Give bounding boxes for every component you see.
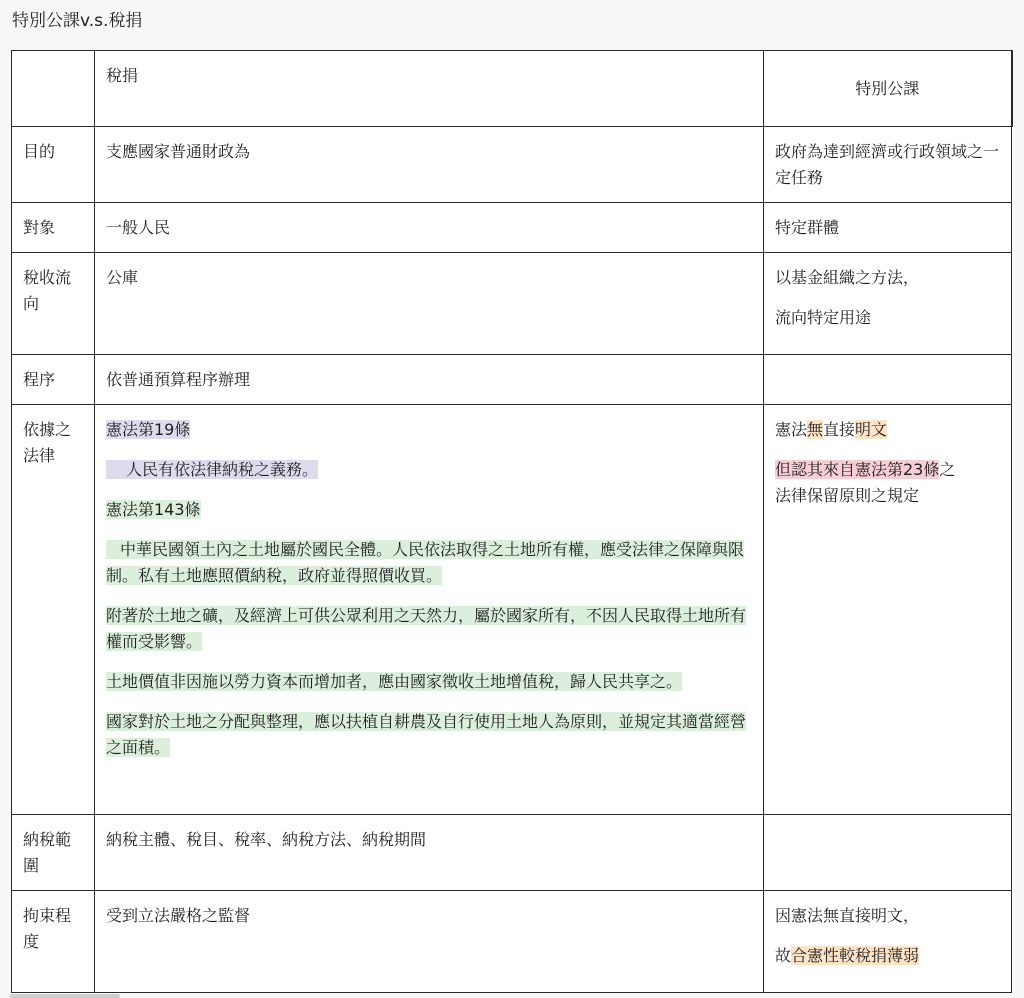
horizontal-scrollbar[interactable] xyxy=(10,994,120,998)
law-article-text: 人民有依法律納稅之義務。 xyxy=(106,460,318,479)
law-article-title: 憲法第19條 xyxy=(106,420,191,439)
header-special-levy: 特別公課 xyxy=(764,51,1012,127)
levy-line: 故合憲性較稅捐薄弱 xyxy=(775,946,920,965)
row-label: 對象 xyxy=(12,203,95,253)
tax-cell: 一般人民 xyxy=(95,203,764,253)
table-row xyxy=(12,127,1012,203)
law-article-text: 國家對於土地之分配與整理，應以扶植自耕農及自行使用土地人為原則，並規定其適當經營之面積。 xyxy=(106,712,747,757)
levy-line: 流向特定用途 xyxy=(775,308,872,327)
levy-cell xyxy=(764,405,1012,815)
law-article-text: 土地價值非因施以勞力資本而增加者，應由國家徵收土地增值稅，歸人民共享之。 xyxy=(106,672,683,691)
header-empty-cell xyxy=(12,51,95,127)
levy-cell xyxy=(764,815,1012,891)
levy-line: 憲法無直接明文 xyxy=(775,420,888,439)
levy-cell xyxy=(764,355,1012,405)
tax-cell: 公庫 xyxy=(95,253,764,355)
levy-cell xyxy=(764,253,1012,355)
tax-cell: 依普通預算程序辦理 xyxy=(95,355,764,405)
comparison-table xyxy=(11,50,1013,993)
levy-line: 但認其來自憲法第23條之 法律保留原則之規定 xyxy=(775,460,956,505)
row-label: 依據之法律 xyxy=(12,405,95,815)
header-tax: 稅捐 xyxy=(95,51,764,127)
row-label: 拘束程度 xyxy=(12,891,95,993)
law-article-title: 憲法第143條 xyxy=(106,500,201,519)
row-label: 稅收流向 xyxy=(12,253,95,355)
table-row xyxy=(12,891,1012,993)
tax-cell: 受到立法嚴格之監督 xyxy=(95,891,764,993)
table-row xyxy=(12,355,1012,405)
table-header-row xyxy=(12,51,1012,127)
table-row xyxy=(12,253,1012,355)
row-label: 程序 xyxy=(12,355,95,405)
law-article-text: 中華民國領土內之土地屬於國民全體。人民依法取得之土地所有權，應受法律之保障與限制。私有土地應照價納稅，政府並得照價收買。 xyxy=(106,540,745,585)
levy-cell: 政府為達到經濟或行政領域之一定任務 xyxy=(764,127,1012,203)
law-article-text: 附著於土地之礦，及經濟上可供公眾利用之天然力，屬於國家所有，不因人民取得土地所有權而受影響。 xyxy=(106,606,747,651)
tax-cell: 納稅主體、稅目、稅率、納稅方法、納稅期間 xyxy=(95,815,764,891)
levy-cell xyxy=(764,891,1012,993)
table-row xyxy=(12,203,1012,253)
levy-line: 因憲法無直接明文， xyxy=(775,906,920,925)
table-row xyxy=(12,815,1012,891)
tax-cell: 支應國家普通財政為 xyxy=(95,127,764,203)
page-title: 特別公課v.s.稅捐 xyxy=(12,11,143,31)
levy-line: 以基金組織之方法， xyxy=(775,268,920,287)
row-label: 目的 xyxy=(12,127,95,203)
tax-cell xyxy=(95,405,764,815)
row-label: 納稅範圍 xyxy=(12,815,95,891)
table-row xyxy=(12,405,1012,815)
levy-cell: 特定群體 xyxy=(764,203,1012,253)
